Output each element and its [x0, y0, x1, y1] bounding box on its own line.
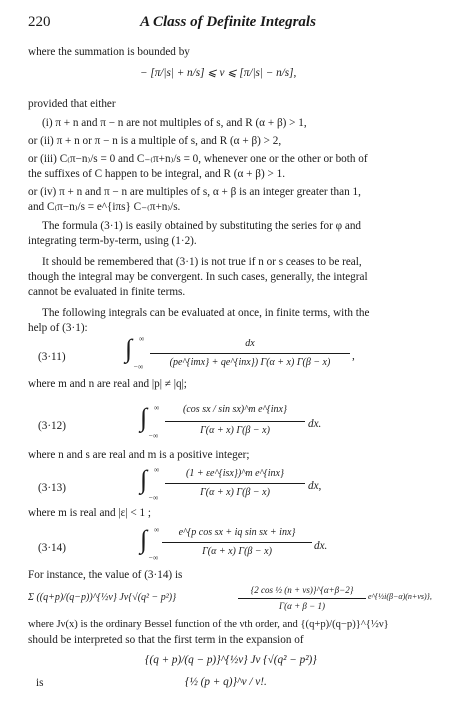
- text-line: For instance, the value of (3·14) is: [28, 569, 183, 581]
- page-header: [28, 14, 428, 34]
- fraction-numerator: dx: [245, 338, 255, 349]
- series-prefix: Σ ((q+p)/(q−p))^{½ν} Jν{√(q² − p²)}: [28, 592, 177, 603]
- text-line: It should be remembered that (3·1) is not true if n or s ceases to be real,: [42, 256, 362, 268]
- fraction-denominator: Γ(α + x) Γ(β − x): [202, 546, 272, 557]
- text-line: where n and s are real and m is a positive integer;: [28, 449, 250, 461]
- fraction-denominator: Γ(α + x) Γ(β − x): [200, 425, 270, 436]
- equation-label: (3·11): [38, 351, 66, 363]
- equation-label: (3·13): [38, 482, 66, 494]
- equation-suffix: dx,: [308, 480, 322, 492]
- integral-lower-limit: −∞: [133, 362, 144, 371]
- text-line: though the integral may be convergent. In such cases, generally, the integral: [28, 271, 368, 283]
- page-number: 220: [28, 14, 51, 30]
- integral-lower-limit: −∞: [148, 553, 159, 562]
- expansion-expression: {(q + p)/(q − p)}^{½ν} Jν {√(q² − p²)}: [145, 654, 317, 666]
- text-line: where m is real and |ε| < 1 ;: [28, 507, 151, 519]
- running-title: A Class of Definite Integrals: [140, 14, 316, 30]
- integral-lower-limit: −∞: [148, 431, 159, 440]
- fraction-bar: [150, 353, 350, 354]
- integral-sign: ∫: [125, 334, 133, 363]
- fraction-numerator: (cos sx / sin sx)^m e^{inx}: [183, 404, 287, 415]
- fraction-bar: [238, 598, 366, 599]
- integral-sign: ∫: [140, 403, 148, 432]
- text-line: provided that either: [28, 98, 116, 110]
- integral-upper-limit: ∞: [154, 465, 160, 474]
- fraction-bar: [165, 483, 305, 484]
- text-line: cannot be evaluated in finite terms.: [28, 286, 186, 298]
- integral-sign: ∫: [140, 465, 148, 494]
- fraction-numerator: {2 cos ½ (n + νs)}^{α+β−2}: [250, 585, 354, 595]
- condition-iv: or (iv) π + n and π − n are multiples of s, α + β is an integer greater than 1,: [28, 186, 361, 198]
- text-line: is: [36, 677, 44, 689]
- condition-i: (i) π + n and π − n are not multiples of s, and R (α + β) > 1,: [42, 117, 307, 129]
- text-line: integrating term-by-term, using (1·2).: [28, 235, 197, 247]
- integral-upper-limit: ∞: [139, 334, 145, 343]
- integral-sign: ∫: [140, 525, 148, 554]
- fraction-numerator: (1 + εe^{isx})^m e^{inx}: [186, 468, 284, 479]
- fraction-bar: [165, 421, 305, 422]
- equation-suffix: dx.: [308, 418, 322, 430]
- fraction-bar: [162, 542, 312, 543]
- fraction-denominator: Γ(α + β − 1): [279, 601, 325, 611]
- fraction-numerator: e^{p cos sx + iq sin sx + inx}: [178, 527, 296, 538]
- equation-suffix: ,: [352, 350, 355, 362]
- equation-label: (3·12): [38, 420, 66, 432]
- condition-ii: or (ii) π + n or π − n is a multiple of s, and R (α + β) > 2,: [28, 135, 282, 147]
- condition-iii: or (iii) C₍π−n₎/s = 0 and C₋₍π+n₎/s = 0, whenever one or the other or both of: [28, 153, 368, 165]
- summation-bound: − [π/|s| + n/s] ⩽ ν ⩽ [π/|s| − n/s],: [140, 67, 297, 79]
- equation-suffix: dx.: [314, 540, 328, 552]
- fraction-denominator: Γ(α + x) Γ(β − x): [200, 487, 270, 498]
- text-line: where Jν(x) is the ordinary Bessel function of the νth order, and {(q+p)/(q−p)}^{½ν}: [28, 619, 389, 630]
- equation-label: (3·14): [38, 542, 66, 554]
- fraction-denominator: (pe^{imx} + qe^{inx}) Γ(α + x) Γ(β − x): [169, 357, 331, 368]
- expansion-result: {½ (p + q)}^ν / ν!.: [185, 676, 267, 688]
- condition-iv-cont: and C₍π−n₎/s = e^{iπs} C₋₍π+n₎/s.: [28, 201, 181, 213]
- text-line: where m and n are real and |p| ≠ |q|;: [28, 378, 187, 390]
- text-line: should be interpreted so that the first term in the expansion of: [28, 634, 304, 646]
- condition-iii-cont: the suffixes of C happen to be integral, and R (α + β) > 1.: [28, 168, 285, 180]
- series-suffix: e^{½i(β−α)(n+νs)},: [368, 592, 432, 601]
- integral-upper-limit: ∞: [154, 525, 160, 534]
- text-line: help of (3·1):: [28, 322, 88, 334]
- text-line: The formula (3·1) is easily obtained by substituting the series for φ and: [42, 220, 362, 232]
- text-line: where the summation is bounded by: [28, 46, 190, 58]
- integral-upper-limit: ∞: [154, 403, 160, 412]
- integral-lower-limit: −∞: [148, 493, 159, 502]
- text-line: The following integrals can be evaluated at once, in finite terms, with the: [42, 307, 370, 319]
